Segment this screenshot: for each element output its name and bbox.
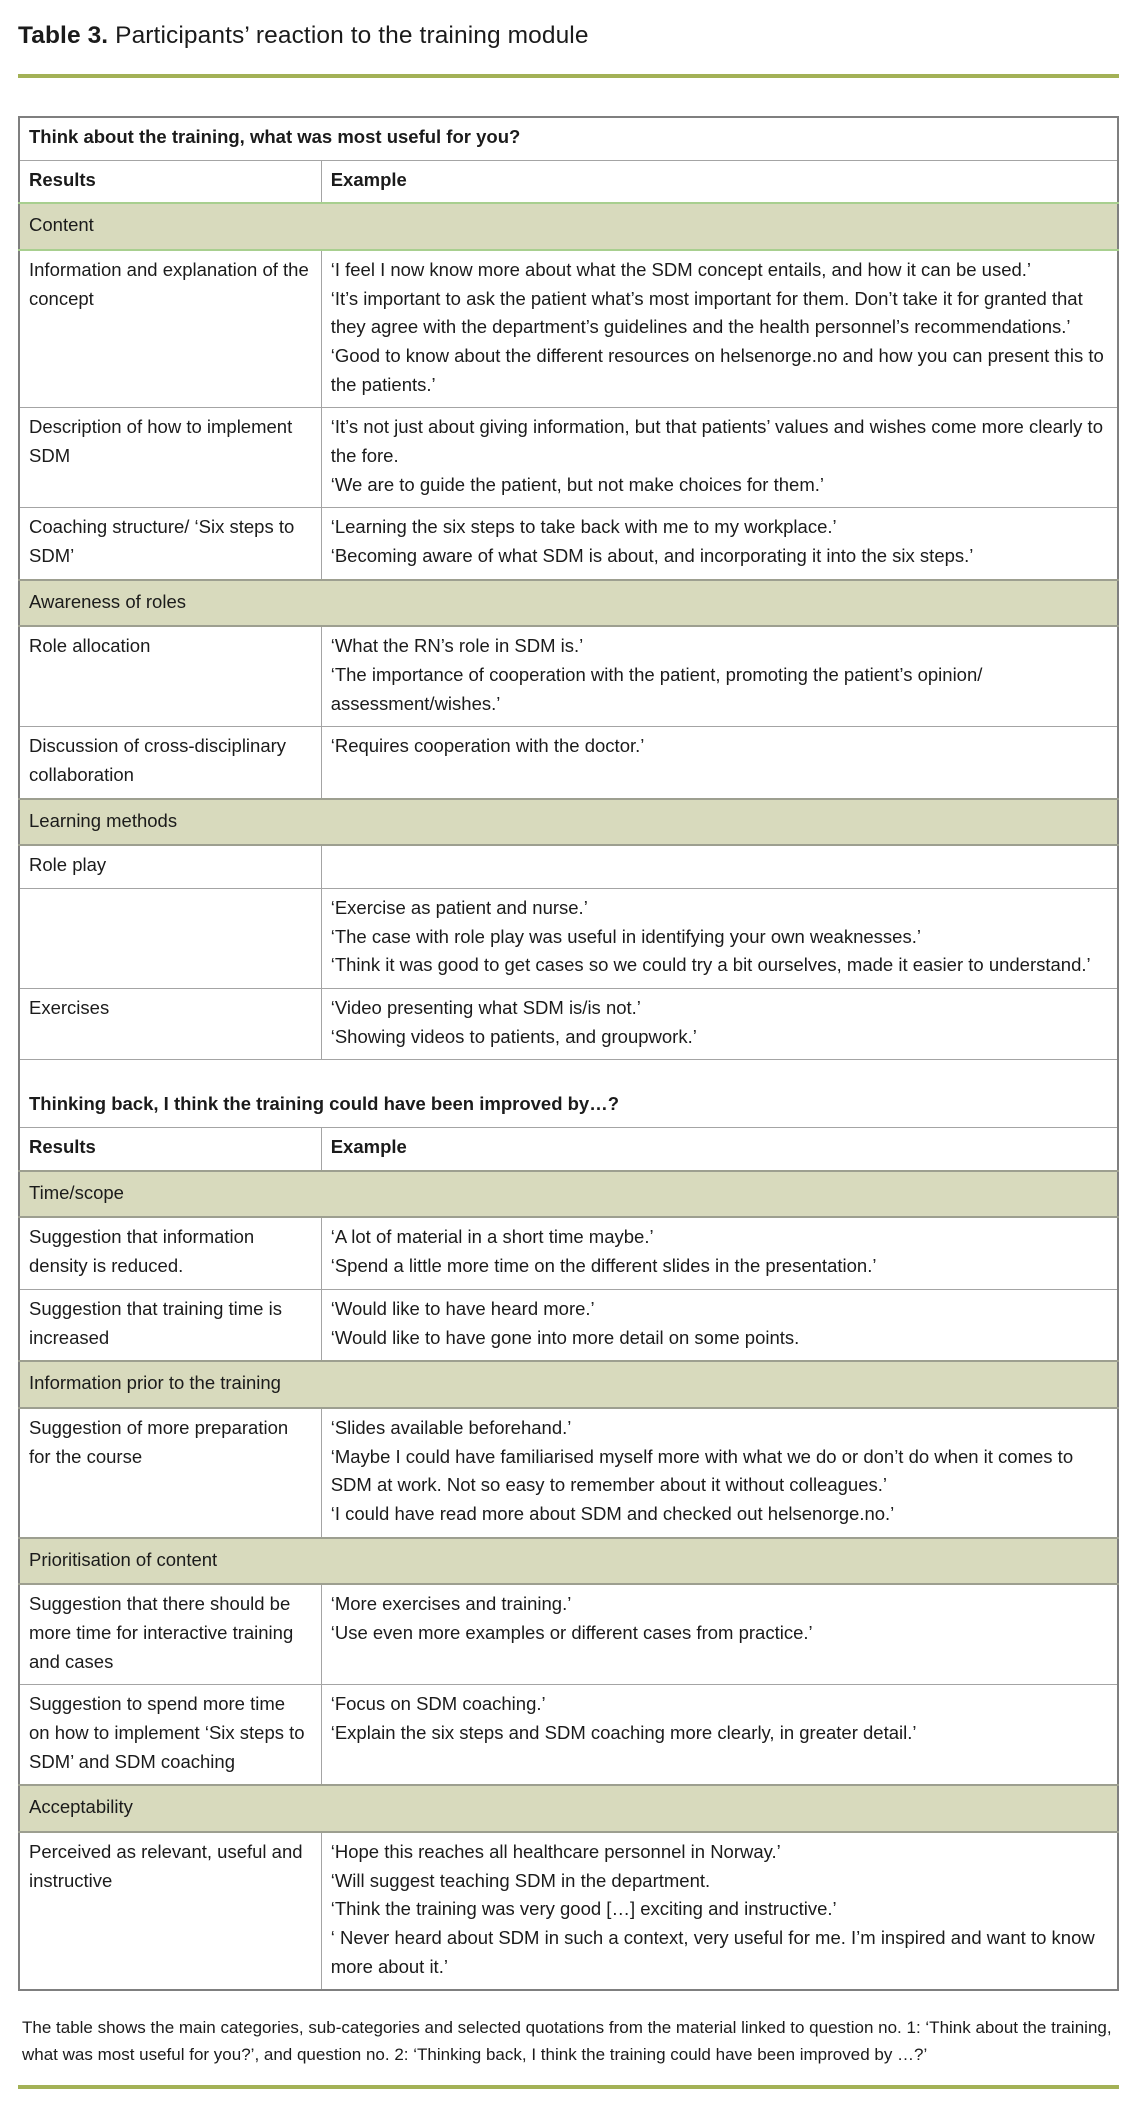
example-cell [321,508,1118,580]
section-header-row-awareness-of-roles [19,580,1118,627]
quote-line: ‘Maybe I could have familiarised myself more with what we do or don’t do when it comes to SDM at work. Not so easy to remember about it without colleagues.’ [330,1445,1074,1496]
table-row [19,1584,1118,1685]
quote-line: ‘Good to know about the different resources on helsenorge.no and how you can present this to the patients.’ [330,345,1104,395]
results-cell: Role play [19,845,321,888]
section-header-row-content [19,203,1118,250]
quote-line: ‘Learning the six steps to take back with me to my workplace.’ [330,516,837,538]
results-cell: Suggestion that information density is reduced. [19,1217,321,1289]
results-cell: Exercises [19,989,321,1060]
results-cell: Coaching structure/ ‘Six steps to SDM’ [19,508,321,580]
bottom-divider-rule [18,2085,1119,2089]
quote-line: ‘Requires cooperation with the doctor.’ [330,735,645,757]
example-cell [321,1217,1118,1289]
column-header-row-q1 [19,160,1118,203]
quote-line: ‘We are to guide the patient, but not make choices for them.’ [330,473,824,495]
question-1-header-row [19,117,1118,160]
quote-line: ‘ Never heard about SDM in such a context, very useful for me. I’m inspired and want to know more about it.’ [330,1926,1095,1977]
results-cell [19,889,321,989]
results-cell: Suggestion to spend more time on how to implement ‘Six steps to SDM’ and SDM coaching [19,1685,321,1786]
top-divider-rule [18,74,1119,78]
quote-line: ‘I could have read more about SDM and checked out helsenorge.no.’ [330,1502,895,1524]
quote-line: ‘The case with role play was useful in identifying your own weaknesses.’ [330,925,921,947]
table-footnote: The table shows the main categories, sub-categories and selected quotations from the material linked to question no. 1: ‘Think about the training, what was most useful for you?’, and question no. 2: ‘Thinking back, I think the training could have been improved by …?’ [22,2018,1112,2064]
example-cell [321,889,1118,989]
example-cell [321,1685,1118,1786]
results-column-header: Results [19,160,321,203]
quote-line: ‘Will suggest teaching SDM in the department. [330,1869,711,1891]
quote-line: ‘Would like to have heard more.’ [330,1297,595,1319]
results-cell: Suggestion that training time is increased [19,1289,321,1361]
table-row [19,989,1118,1060]
question-1-header: Think about the training, what was most useful for you? [19,117,1118,160]
section-header-row-acceptability [19,1785,1118,1832]
table-row [19,1408,1118,1538]
quote-line: ‘Slides available beforehand.’ [330,1416,572,1438]
table-title-text: Participants’ reaction to the training module [108,22,589,49]
section-label: Learning methods [19,799,1118,846]
quote-line: ‘Showing videos to patients, and groupwork.’ [330,1025,697,1047]
section-label: Time/scope [19,1171,1118,1218]
section-label: Prioritisation of content [19,1538,1118,1585]
quote-line: ‘Explain the six steps and SDM coaching more clearly, in greater detail.’ [330,1721,917,1743]
quote-line: ‘A lot of material in a short time maybe.’ [330,1226,654,1248]
quote-line: ‘Think the training was very good […] exciting and instructive.’ [330,1898,837,1920]
quote-line: ‘Focus on SDM coaching.’ [330,1693,546,1715]
table-row [19,1289,1118,1361]
example-cell [321,408,1118,508]
quote-line: ‘It’s important to ask the patient what’s most important for them. Don’t take it for granted that they agree with the department’s guidelines and the health personnel’s recommendations.’ [330,287,1083,338]
table-number-label: Table 3. [18,22,109,49]
table-row [19,1217,1118,1289]
example-cell [321,989,1118,1060]
results-cell: Perceived as relevant, useful and instructive [19,1832,321,1990]
results-cell: Information and explanation of the concept [19,250,321,408]
example-cell [321,1289,1118,1361]
table-row [19,1685,1118,1786]
quote-line: ‘Hope this reaches all healthcare personnel in Norway.’ [330,1840,781,1862]
quote-line: ‘It’s not just about giving information, but that patients’ values and wishes come more clearly to the fore. [330,416,1103,467]
table-row [19,250,1118,408]
table-row [19,845,1118,888]
section-label: Acceptability [19,1785,1118,1832]
table-row [19,508,1118,580]
page-title [18,22,1119,50]
section-header-row-time-scope [19,1171,1118,1218]
results-column-header: Results [19,1128,321,1171]
results-cell: Suggestion of more preparation for the course [19,1408,321,1538]
table-row [19,408,1118,508]
quote-line: ‘The importance of cooperation with the patient, promoting the patient’s opinion/ assessment/wishes.’ [330,664,983,714]
example-cell [321,1408,1118,1538]
question-2-header: Thinking back, I think the training could have been improved by…? [19,1060,1118,1128]
quote-line: ‘Use even more examples or different cases from practice.’ [330,1621,813,1643]
quote-line: ‘Exercise as patient and nurse.’ [330,897,588,919]
table-row [19,1832,1118,1990]
section-header-row-learning-methods [19,799,1118,846]
example-cell [321,1832,1118,1990]
example-column-header: Example [321,1128,1118,1171]
results-cell: Suggestion that there should be more time for interactive training and cases [19,1584,321,1685]
question-2-header-row [19,1060,1118,1128]
example-cell [321,626,1118,727]
quote-line: ‘I feel I now know more about what the SDM concept entails, and how it can be used.’ [330,259,1032,281]
section-label: Information prior to the training [19,1361,1118,1408]
column-header-row-q2 [19,1128,1118,1171]
section-label: Content [19,203,1118,250]
results-cell: Discussion of cross-disciplinary collaboration [19,727,321,799]
results-cell: Description of how to implement SDM [19,408,321,508]
example-cell [321,845,1118,888]
quote-line: ‘Spend a little more time on the different slides in the presentation.’ [330,1255,877,1277]
example-column-header: Example [321,160,1118,203]
table-row [19,889,1118,989]
table-row [19,626,1118,727]
quote-line: ‘Video presenting what SDM is/is not.’ [330,997,641,1019]
participants-reaction-table [18,116,1119,1991]
quote-line: ‘Would like to have gone into more detail on some points. [330,1326,800,1348]
section-header-row-prioritisation [19,1538,1118,1585]
section-label: Awareness of roles [19,580,1118,627]
table-row [19,727,1118,799]
quote-line: ‘What the RN’s role in SDM is.’ [330,635,584,657]
example-cell [321,250,1118,408]
quote-line: ‘Think it was good to get cases so we could try a bit ourselves, made it easier to understand.’ [330,954,1091,976]
example-cell [321,1584,1118,1685]
section-header-row-information-prior [19,1361,1118,1408]
quote-line: ‘More exercises and training.’ [330,1593,572,1615]
quote-line: ‘Becoming aware of what SDM is about, and incorporating it into the six steps.’ [330,545,974,567]
results-cell: Role allocation [19,626,321,727]
example-cell [321,727,1118,799]
